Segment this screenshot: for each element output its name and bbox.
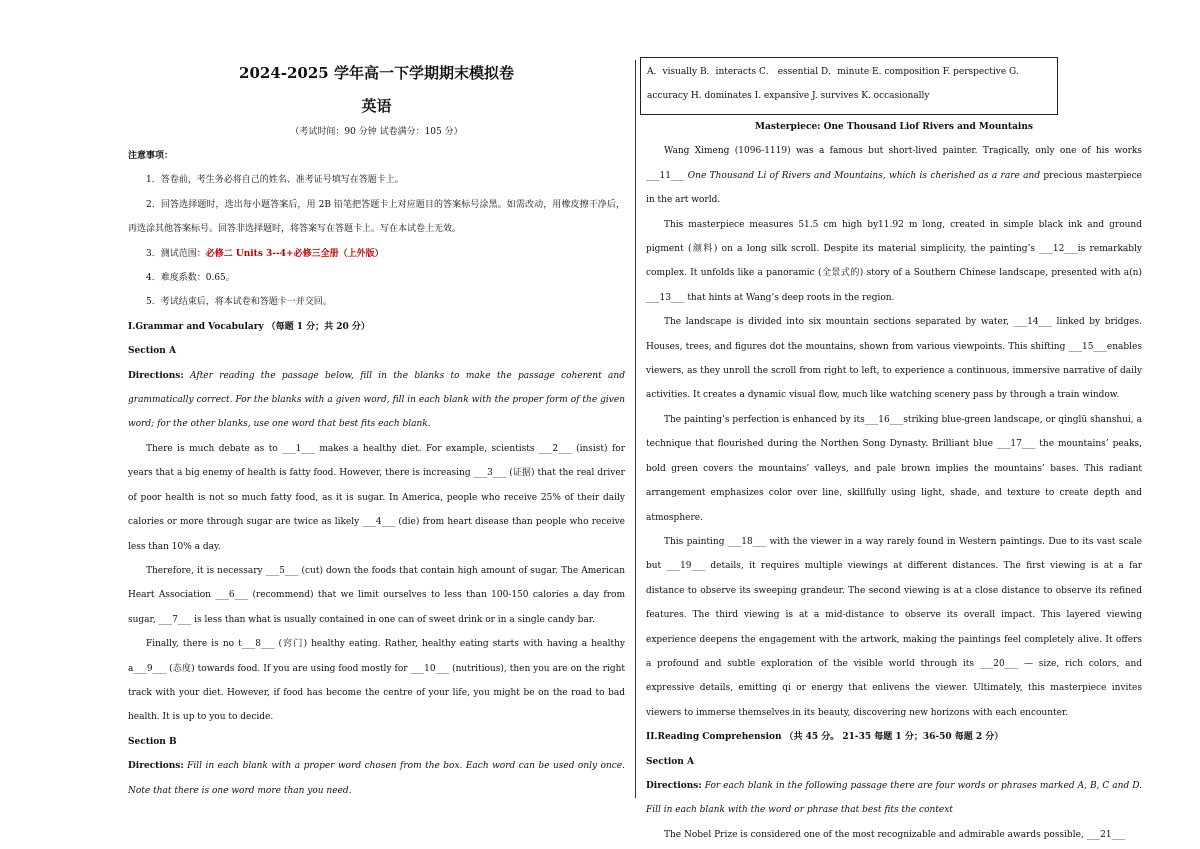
passage2-para1: [646, 139, 1142, 212]
scope-prefix: 3．测试范围：: [146, 248, 206, 259]
part2-title: II.Reading Comprehension: [646, 732, 782, 743]
notice-item-4: 4．难度系数：0.65。: [146, 273, 235, 284]
part1-section-b: Section B: [128, 736, 177, 747]
passage2-para3: The landscape is divided into six mountain sections separated by water, ___14___ linked by bridges. Houses, trees, and figures dot the mountains, shown from various viewpoints. This shifting ___15___enables viewers, as they unroll the scroll from right to left, to experience a continuous, immersive narrative of daily activities. It creates a dynamic visual flow, much like watching scenery pass by through a train window.: [646, 317, 1142, 401]
p1-part-c: precious masterpiece in the art world.: [646, 170, 1142, 206]
passage3-para1: The Nobel Prize is considered one of the most recognizable and admirable awards possible, ___21___: [664, 829, 1126, 840]
part2-directions: [646, 774, 1142, 823]
part2-score: （共 45 分。 21-35 每题 1 分；36-50 每题 2 分）: [784, 732, 1004, 743]
part1-directions-b: [128, 754, 625, 803]
passage1-para3: Finally, there is no t___8___ (窍门) healthy eating. Rather, healthy eating starts with having a healthy a___9___ (态度) towards food. If you are using food mostly for ___10___ (nutritious), then you are on the right track with your diet. However, if food has become the centre of your life, you might be on the road to bad health. It is up to you to decide.: [128, 639, 625, 723]
passage2-para5: This painting ___18___ with the viewer in a way rarely found in Western paintings. Due to its vast scale but ___19___ details, it requires multiple viewings at different distances. The first viewing is at a far distance to observe its sweeping grandeur. The second viewing is at a close distance to observe its refined features. The third viewing is at a mid-distance to observe its overall impact. This layered viewing experience deepens the engagement with the artwork, making the paintings feel completely alive. It offers a profound and subtle exploration of the visible world through its ___20___ — size, rich colors, and expressive details, emitting qi or energy that enlivens the viewer. Ultimately, this masterpiece invites viewers to immerse themselves in its beauty, discovering new horizons with each encounter.: [646, 536, 1142, 718]
part2-heading: [646, 725, 1142, 749]
directions-label: Directions:: [128, 370, 184, 381]
exam-info: （考试时间：90 分钟 试卷满分：105 分）: [290, 127, 463, 137]
part2-directions-text: For each blank in the following passage there are four words or phrases marked A, B, C and D. Fill in each blank with the word or phrase that best fits the context: [646, 780, 1142, 816]
part1-section-a: Section A: [128, 346, 176, 357]
notice-item-3: [128, 242, 625, 266]
directions-text: After reading the passage below, fill in the blanks to make the passage coherent and grammatically correct. For the blanks with a given word, fill in each blank with the proper form of the given word; for the other blanks, use one word that best fits each blank.: [128, 370, 625, 430]
p1-part-b: One Thousand Li of Rivers and Mountains, which is cherished as a rare and: [687, 170, 1041, 181]
passage1-para1: There is much debate as to ___1___ makes a healthy diet. For example, scientists ___2___ (insist) for years that a big enemy of health is fatty food. However, there is increasing ___3___ (证据) that the real driver of poor health is not so much fatty food, as it is sugar. In America, people who receive 25% of their daily calories or more through sugar are twice as likely ___4___ (die) from heart disease than people who receive less than 10% a day.: [128, 443, 625, 552]
scope-value: 必修二 Units 3--4+必修三全册（上外版）: [205, 248, 384, 259]
part1-title: I.Grammar and Vocabulary: [128, 321, 264, 332]
part1-score: （每题 1 分；共 20 分）: [266, 321, 370, 332]
part1-heading: [128, 315, 625, 339]
notice-heading: 注意事项：: [128, 151, 174, 161]
notice-item-1: 1．答卷前，考生务必将自己的姓名、准考证号填写在答题卡上。: [146, 175, 404, 186]
passage2-para4: The painting’s perfection is enhanced by its___16___striking blue-green landscape, or qinglü shanshui, a technique that flourished during the Northen Song Dynasty. Brilliant blue ___17___ the mountains’ peaks, bold green covers the mountains’ valleys, and pale brown implies the mountains’ bases. This radiant arrangement emphasizes color over line, skillfully using light, shade, and texture to create depth and atmosphere.: [646, 414, 1142, 523]
title-exam: 2024-2025 学年高一下学期期末模拟卷: [239, 64, 514, 82]
p1-part-a: Wang Ximeng (1096-1119) was a famous but short-lived painter. Tragically, only one of his works ___11___: [646, 146, 1142, 181]
left-column: [128, 144, 625, 803]
directions-b-label: Directions:: [128, 761, 184, 772]
directions-b-text: Fill in each blank with a proper word chosen from the box. Each word can be used only once. Note that there is one word more than you need.: [128, 761, 625, 796]
part2-directions-label: Directions:: [646, 780, 702, 791]
part2-section-a: Section A: [646, 756, 694, 767]
notice-item-5: 5．考试结束后，将本试卷和答题卡一并交回。: [146, 297, 332, 308]
passage1-para2: Therefore, it is necessary ___5___ (cut) down the foods that contain high amount of sugar. The American Heart Association ___6___ (recommend) that we limit ourselves to less than 100-150 calories a day from sugar, ___7___ is less than what is usually contained in one can of sweet drink or in a single candy bar.: [128, 565, 625, 625]
title-subject: 英语: [361, 97, 392, 115]
part1-directions: [128, 364, 625, 437]
right-column: [646, 115, 1142, 847]
notice-item-2: 2．回答选择题时，选出每小题答案后，用 2B 铅笔把答题卡上对应题目的答案标号涂黑。如需改动，用橡皮擦干净后，再选涂其他答案标号。回答非选择题时，将答案写在答题卡上。写在本试卷上无效。: [128, 199, 625, 235]
passage2-para2: This masterpiece measures 51.5 cm high by11.92 m long, created in simple black ink and ground pigment (颜料) on a long silk scroll. Despite its material simplicity, the painting’s ___12___is remarkably complex. It unfolds like a panoramic (全景式的) story of a Southern Chinese landscape, presented with a(n) ___13___ that hints at Wang’s deep roots in the region.: [646, 219, 1142, 303]
word-box: A．visually B．interacts C． essential D．minute E. composition F. perspective G. accuracy H. dominates I. expansive J. survives K. occasionally: [640, 57, 1058, 115]
column-divider: [635, 60, 636, 798]
passage-title: Masterpiece: One Thousand Liof Rivers and Mountains: [755, 122, 1033, 132]
